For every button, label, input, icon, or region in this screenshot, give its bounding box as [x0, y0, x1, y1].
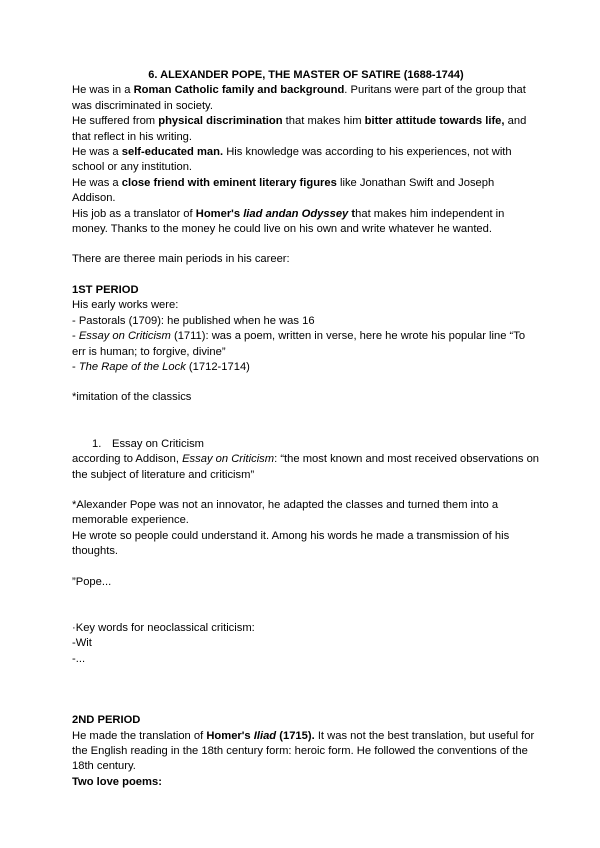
addison-quote — [72, 452, 540, 483]
imitation-note: *imitation of the classics — [72, 391, 192, 404]
keyword-more: -... — [72, 652, 86, 665]
text: His knowledge was according to his experiences, not with school or any institution. — [72, 146, 512, 174]
text: He was in a — [72, 84, 134, 97]
bold-text: Roman Catholic family and background — [133, 84, 345, 97]
italic-text: Essay on Criticism — [78, 330, 171, 343]
text: - — [72, 330, 79, 343]
intro-paragraph-5 — [72, 207, 540, 238]
text: like Jonathan Swift and Joseph Addison. — [72, 176, 495, 205]
text: hat makes him independent in money. Thanks to the money he could live on his own and write whatever he wanted. — [72, 207, 505, 236]
intro-paragraph-3 — [72, 145, 540, 176]
bold-text: Homer's — [206, 729, 254, 742]
text: He made the translation of — [72, 729, 207, 742]
period1-heading — [72, 283, 540, 298]
heading-text: 1ST PERIOD — [72, 283, 139, 296]
text: : “the most known and most received observations on the subject of literature and criticism” — [72, 453, 540, 481]
text: and that reflect in his writing. — [72, 115, 527, 143]
heading-text: 2ND PERIOD — [72, 714, 141, 727]
work-item-rape-of-the-lock — [72, 360, 540, 375]
period2-heading — [72, 713, 540, 728]
text: - — [72, 360, 79, 373]
numbered-list-item — [72, 437, 540, 452]
text: His job as a translator of — [72, 207, 196, 220]
list-number: 1. — [92, 437, 102, 450]
pope-note: ”Pope... — [72, 575, 112, 588]
list-label: Essay on Criticism — [112, 437, 205, 450]
early-works-label: His early works were: — [72, 299, 179, 312]
bold-text: Homer's — [195, 207, 244, 220]
italic-text: The Rape of the Lock — [78, 360, 186, 373]
bold-text: (1715). — [276, 729, 315, 742]
bold-italic-text: Iliad — [253, 729, 277, 742]
bold-text: self-educated man. — [121, 146, 224, 159]
bold-text: bitter attitude towards life, — [364, 115, 505, 128]
text: He was a — [72, 146, 122, 159]
text: - Pastorals (1709): he published when he was 16 — [72, 314, 315, 327]
work-item-essay — [72, 329, 540, 360]
bold-text: Two love poems: — [72, 775, 162, 788]
bold-text: physical discrimination — [158, 115, 283, 128]
text: . Puritans were part of the group that was discriminated in society. — [72, 84, 526, 112]
text: according to Addison, — [72, 453, 183, 466]
intro-paragraph-1 — [72, 83, 540, 114]
bold-italic-text: liad andan Odyssey — [243, 207, 349, 220]
bold-text: close friend with eminent literary figures — [121, 176, 337, 189]
text: It was not the best translation, but useful for the English reading in the 18th century form: heroic form. He followed the conventions of the 18th century. — [72, 729, 535, 773]
text: He suffered from — [72, 115, 159, 128]
love-poems-heading — [72, 775, 540, 790]
text: (1712-1714) — [185, 360, 250, 373]
page-title: 6. ALEXANDER POPE, THE MASTER OF SATIRE (1688-1744) — [148, 69, 464, 81]
periods-intro: There are theree main periods in his career: — [72, 253, 290, 266]
keyword-wit: -Wit — [72, 637, 92, 650]
wrote-note: He wrote so people could understand it. Among his words he made a transmission of his thoughts. — [72, 529, 510, 558]
italic-text: Essay on Criticism — [182, 453, 275, 466]
text: He was a — [72, 176, 122, 189]
text: that makes him — [282, 115, 365, 128]
text: (1711): was a poem, written in verse, here he wrote his popular line “To err is human; to forgive, divine” — [72, 330, 526, 358]
work-item-pastorals — [72, 314, 540, 329]
intro-paragraph-4 — [72, 176, 540, 207]
keywords-label: ·Key words for neoclassical criticism: — [72, 621, 255, 634]
intro-paragraph-2 — [72, 114, 540, 145]
innovator-note: *Alexander Pope was not an innovator, he adapted the classes and turned them into a memorable experience. — [72, 498, 499, 527]
period2-paragraph — [72, 729, 540, 775]
bold-text: t — [348, 207, 356, 220]
